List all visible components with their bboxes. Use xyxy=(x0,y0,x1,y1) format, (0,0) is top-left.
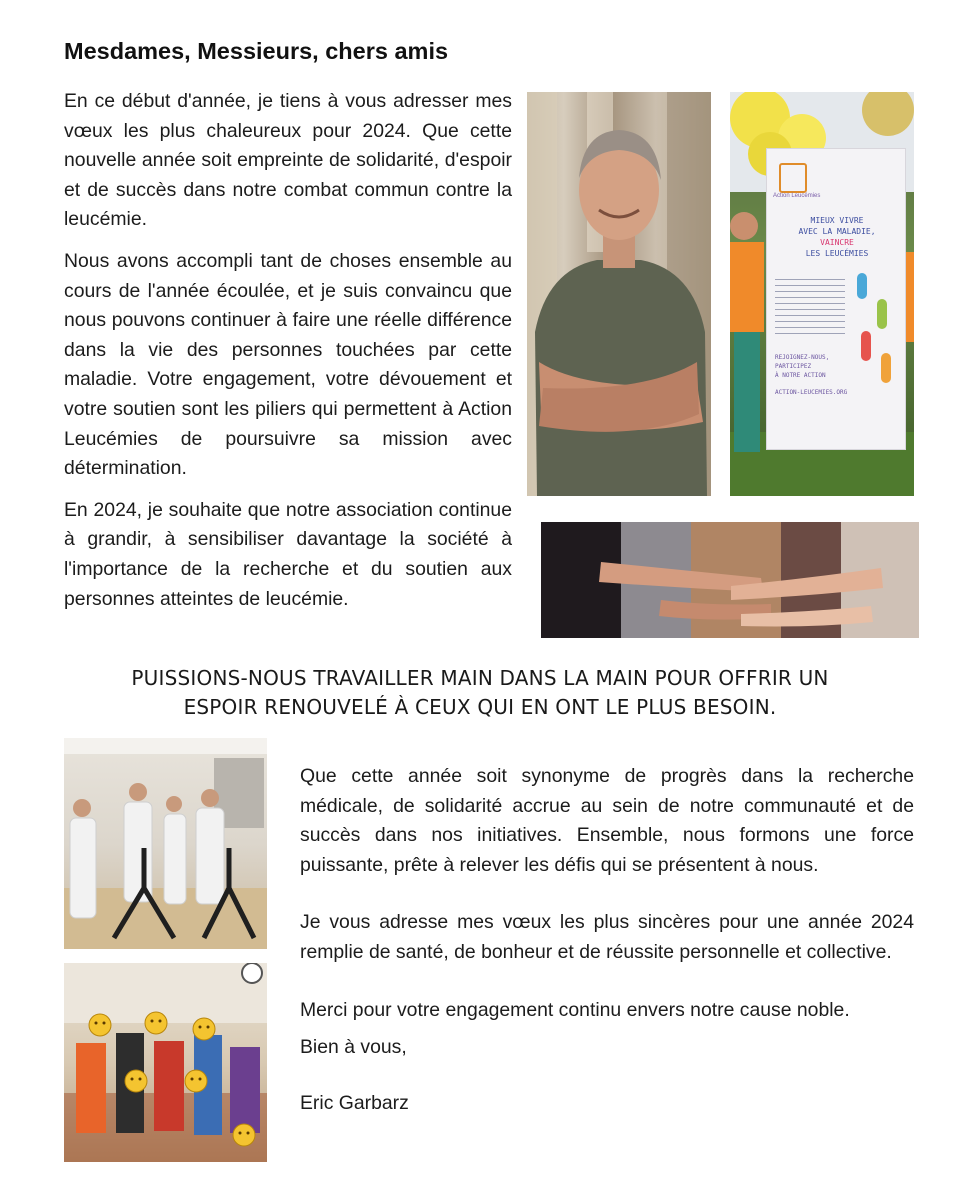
exercise-bikes-photo xyxy=(64,738,267,949)
closing-text xyxy=(300,762,914,1145)
closing-paragraph-3: Merci pour votre engagement continu envers notre cause noble. xyxy=(300,998,850,1021)
letter-title: Mesdames, Messieurs, chers amis xyxy=(64,38,449,64)
banner-stand xyxy=(766,148,906,450)
slogan xyxy=(100,664,860,722)
intro-paragraph-1: En ce début d'année, je tiens à vous adresser mes vœux les plus chaleureux pour 2024. Que cette nouvelle année soit empreinte de solidarité, d'espoir et de succès dans notre combat commun contre la leucémie. xyxy=(64,90,512,231)
closing-paragraph-2: Je vous adresse mes vœux les plus sincères pour une année 2024 remplie de santé, de bonheur et de réussite personnelle et collective. xyxy=(300,911,914,963)
banner-figures xyxy=(851,269,899,389)
banner-body-lines xyxy=(775,279,845,339)
hands-together-photo xyxy=(541,522,919,638)
signature-name: Eric Garbarz xyxy=(300,1092,409,1115)
banner-cta: REJOIGNEZ-NOUS, PARTICIPEZ À NOTRE ACTION xyxy=(775,354,830,379)
intro-paragraph-2: Nous avons accompli tant de choses ensemble au cours de l'année écoulée, et je suis convaincu que nous pouvons continuer à faire une réelle différence dans la vie des personnes touchées par cette maladie. Votre engagement, votre dévouement et votre soutien sont les piliers qui permettent à Action Leucémies de poursuivre sa mission avec détermination. xyxy=(64,249,512,480)
banner-logo xyxy=(779,163,807,193)
banner-logo-text: Action Leucémies xyxy=(773,193,821,199)
intro-paragraph-3: En 2024, je souhaite que notre association continue à grandir, à sensibiliser davantage la société à l'importance de la recherche et du soutien aux personnes atteintes de leucémie. xyxy=(64,498,512,610)
signature-greeting: Bien à vous, xyxy=(300,1036,407,1059)
group-photo xyxy=(64,963,267,1162)
closing-paragraph-1: Que cette année soit synonyme de progrès dans la recherche médicale, de solidarité accrue au sein de notre communauté et de succès dans nos initiatives. Ensemble, nous formons une force puissante, prête à relever les défis qui se présentent à nous. xyxy=(300,765,914,876)
banner-headline: MIEUX VIVRE AVEC LA MALADIE, VAINCRE LES LEUCÉMIES xyxy=(798,216,876,258)
slogan-line-2: ESPOIR RENOUVELÉ À CEUX QUI EN ONT LE PLUS BESOIN. xyxy=(183,695,777,719)
slogan-line-1: PUISSIONS-NOUS TRAVAILLER MAIN DANS LA MAIN POUR OFFRIR UN xyxy=(131,666,829,690)
banner-photo xyxy=(730,92,914,496)
portrait-photo xyxy=(527,92,711,496)
intro-text xyxy=(64,87,512,626)
banner-url: ACTION-LEUCEMIES.ORG xyxy=(775,389,848,396)
